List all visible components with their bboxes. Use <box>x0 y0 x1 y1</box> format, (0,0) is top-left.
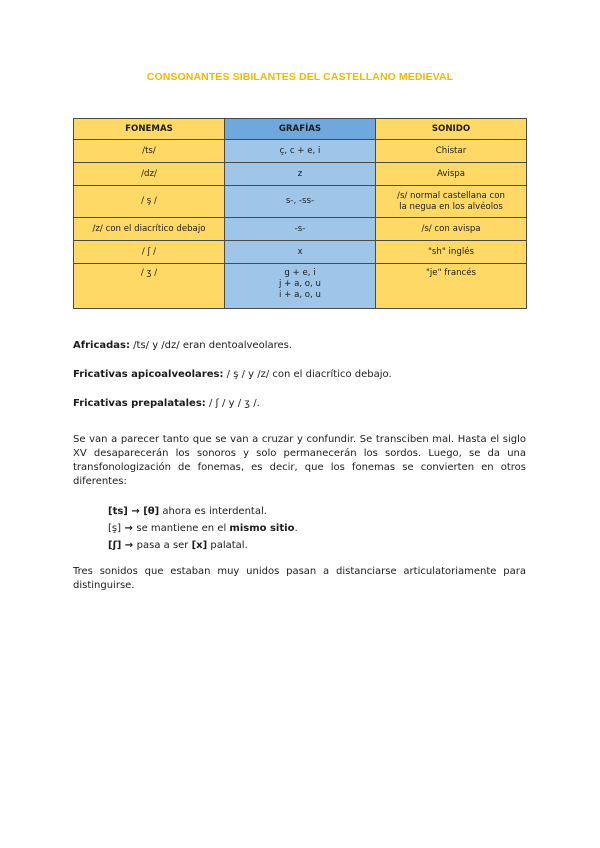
apicoalveolares-label: Fricativas apicoalveolares: <box>73 369 224 380</box>
list-item <box>108 539 248 553</box>
cell-sonido: "je" francés <box>376 264 527 309</box>
cell-grafias <box>225 264 376 309</box>
final-paragraph: Tres sonidos que estaban muy unidos pasan a distanciarse articulatoriamente para distinguirse. <box>73 566 526 591</box>
list-bold-tail: mismo sitio <box>229 523 295 534</box>
arrow-icon: → <box>121 540 137 551</box>
table-row <box>74 218 527 241</box>
header-fonemas: FONEMAS <box>74 119 225 140</box>
table-row <box>74 241 527 264</box>
cell-grafias-line: g + e, i <box>284 268 316 278</box>
list-from: [ʃ] <box>108 540 122 551</box>
table-row <box>74 163 527 186</box>
sibilants-table <box>73 118 527 309</box>
cell-sonido: Avispa <box>376 163 527 186</box>
arrow-icon: → <box>121 523 137 534</box>
list-from: [ts] <box>108 506 128 517</box>
cell-grafias: x <box>225 241 376 264</box>
cell-grafias: z <box>225 163 376 186</box>
list-end: palatal. <box>207 540 248 551</box>
apicoalveolares-paragraph <box>73 368 392 382</box>
cell-fonema: / ş / <box>74 186 225 218</box>
list-item <box>108 522 298 536</box>
cell-sonido: "sh" inglés <box>376 241 527 264</box>
prepalatales-text: / ʃ / y / ʒ /. <box>205 398 260 409</box>
prepalatales-label: Fricativas prepalatales: <box>73 398 206 409</box>
cell-sonido <box>376 186 527 218</box>
cell-fonema: / ʃ / <box>74 241 225 264</box>
list-rest: pasa a ser <box>136 540 192 551</box>
list-end: . <box>294 523 298 534</box>
header-grafias: GRAFÍAS <box>225 119 376 140</box>
list-from: [ş] <box>108 523 122 534</box>
cell-sonido-line: la negua en los alvéolos <box>399 201 503 212</box>
cell-grafias-line: i + a, o, u <box>279 290 321 300</box>
arrow-icon: → <box>127 506 144 517</box>
cell-fonema: / ʒ / <box>74 264 225 309</box>
list-rest: ahora es interdental. <box>159 506 267 517</box>
apicoalveolares-text: / ş / y /z/ con el diacrítico debajo. <box>223 369 392 380</box>
table-row <box>74 140 527 163</box>
cell-grafias: ç, c + e, i <box>225 140 376 163</box>
cell-sonido-line: /s/ normal castellana con <box>397 190 505 201</box>
cell-grafias-line: j + a, o, u <box>279 279 321 289</box>
cell-grafias: -s- <box>225 218 376 241</box>
table-row <box>74 264 527 309</box>
table-header-row <box>74 119 527 140</box>
cell-sonido: Chistar <box>376 140 527 163</box>
page-title: CONSONANTES SIBILANTES DEL CASTELLANO MEDIEVAL <box>146 71 454 83</box>
cell-sonido: /s/ con avispa <box>376 218 527 241</box>
list-bold-tail: [x] <box>191 540 208 551</box>
cell-fonema: /ts/ <box>74 140 225 163</box>
table-row <box>74 186 527 218</box>
cell-grafias: s-, -ss- <box>225 186 376 218</box>
header-sonido: SONIDO <box>376 119 527 140</box>
africadas-text: /ts/ y /dz/ eran dentoalveolares. <box>129 340 293 351</box>
list-to: [θ] <box>143 506 160 517</box>
list-rest: se mantiene en el <box>136 523 230 534</box>
africadas-paragraph <box>73 339 292 353</box>
africadas-label: Africadas: <box>73 340 130 351</box>
cell-fonema: /z/ con el diacrítico debajo <box>74 218 225 241</box>
main-paragraph: Se van a parecer tanto que se van a cruzar y confundir. Se transciben mal. Hasta el siglo XV desaparecerán los sonoros y solo permanecerán los sordos. Luego, se da una transfonologización de fonemas, es decir, que los fonemas se convierten en otros diferentes: <box>73 434 526 487</box>
cell-fonema: /dz/ <box>74 163 225 186</box>
prepalatales-paragraph <box>73 397 260 411</box>
list-item <box>108 505 267 519</box>
